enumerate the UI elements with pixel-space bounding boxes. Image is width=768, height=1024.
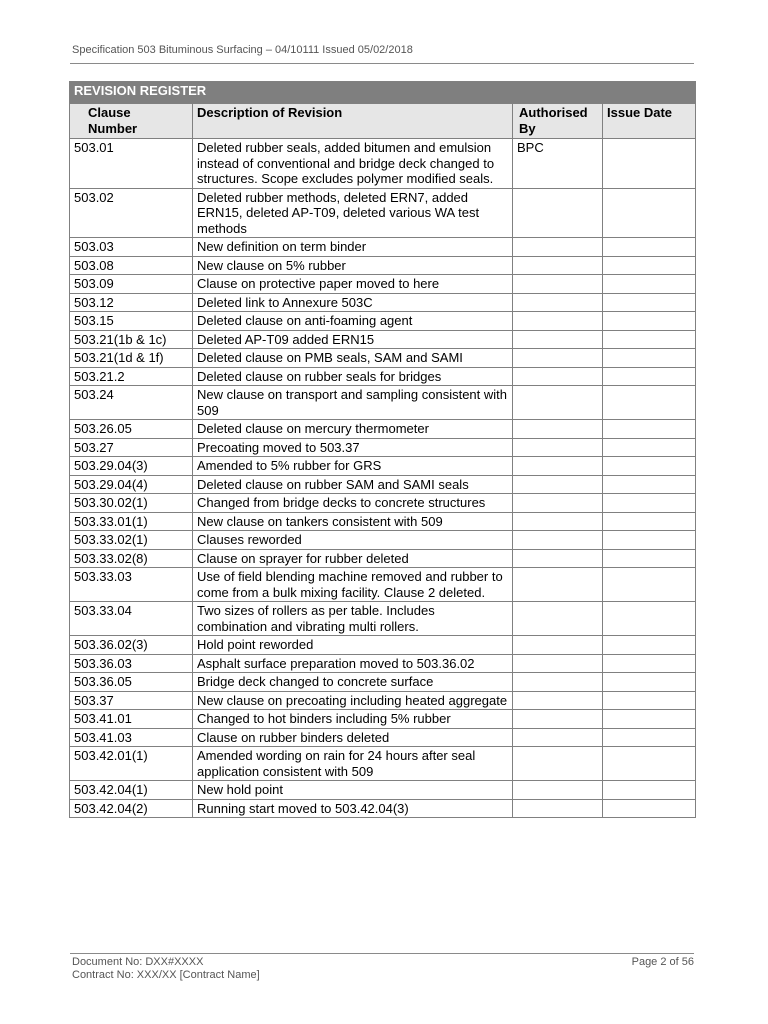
clause-cell: 503.29.04(4) xyxy=(70,475,193,494)
authorised-by-cell xyxy=(513,568,603,602)
table-row xyxy=(70,531,696,550)
issue-date-cell xyxy=(603,438,696,457)
description-cell: Use of field blending machine removed and rubber to come from a bulk mixing facility. Clause 2 deleted. xyxy=(193,568,513,602)
clause-cell: 503.33.04 xyxy=(70,602,193,636)
clause-cell: 503.33.02(8) xyxy=(70,549,193,568)
description-cell: Deleted clause on PMB seals, SAM and SAMI xyxy=(193,349,513,368)
description-cell: Hold point reworded xyxy=(193,636,513,655)
issue-date-cell xyxy=(603,512,696,531)
issue-date-cell xyxy=(603,475,696,494)
issue-date-cell xyxy=(603,457,696,476)
table-row xyxy=(70,568,696,602)
table-row xyxy=(70,636,696,655)
table-row xyxy=(70,728,696,747)
issue-date-cell xyxy=(603,330,696,349)
authorised-by-cell xyxy=(513,602,603,636)
description-cell: Deleted clause on rubber seals for bridges xyxy=(193,367,513,386)
description-cell: New clause on precoating including heated aggregate xyxy=(193,691,513,710)
clause-cell: 503.03 xyxy=(70,238,193,257)
description-cell: Deleted clause on rubber SAM and SAMI seals xyxy=(193,475,513,494)
table-row xyxy=(70,438,696,457)
clause-cell: 503.12 xyxy=(70,293,193,312)
clause-cell: 503.42.04(1) xyxy=(70,781,193,800)
column-header-description: Description of Revision xyxy=(193,104,513,139)
description-cell: New clause on tankers consistent with 509 xyxy=(193,512,513,531)
description-cell: Changed to hot binders including 5% rubber xyxy=(193,710,513,729)
issue-date-cell xyxy=(603,293,696,312)
authorised-by-cell xyxy=(513,710,603,729)
header-rule xyxy=(70,63,694,64)
description-cell: Clauses reworded xyxy=(193,531,513,550)
description-cell: Precoating moved to 503.37 xyxy=(193,438,513,457)
table-row xyxy=(70,549,696,568)
description-cell: Clause on rubber binders deleted xyxy=(193,728,513,747)
table-row xyxy=(70,494,696,513)
description-cell: Running start moved to 503.42.04(3) xyxy=(193,799,513,818)
description-cell: Changed from bridge decks to concrete structures xyxy=(193,494,513,513)
clause-cell: 503.15 xyxy=(70,312,193,331)
description-cell: Two sizes of rollers as per table. Includes combination and vibrating multi rollers. xyxy=(193,602,513,636)
description-cell: Amended wording on rain for 24 hours after seal application consistent with 509 xyxy=(193,747,513,781)
table-row xyxy=(70,367,696,386)
issue-date-cell xyxy=(603,312,696,331)
authorised-by-cell xyxy=(513,312,603,331)
clause-cell: 503.30.02(1) xyxy=(70,494,193,513)
issue-date-cell xyxy=(603,710,696,729)
column-header-issue-date: Issue Date xyxy=(603,104,696,139)
clause-cell: 503.29.04(3) xyxy=(70,457,193,476)
authorised-by-cell xyxy=(513,188,603,238)
authorised-by-cell: BPC xyxy=(513,139,603,189)
clause-cell: 503.36.03 xyxy=(70,654,193,673)
footer-document-number: Document No: DXX#XXXX xyxy=(72,956,204,968)
authorised-by-cell xyxy=(513,457,603,476)
authorised-by-cell xyxy=(513,475,603,494)
authorised-by-cell xyxy=(513,654,603,673)
table-row xyxy=(70,781,696,800)
description-cell: Clause on protective paper moved to here xyxy=(193,275,513,294)
description-cell: Deleted clause on anti-foaming agent xyxy=(193,312,513,331)
issue-date-cell xyxy=(603,188,696,238)
clause-cell: 503.26.05 xyxy=(70,420,193,439)
issue-date-cell xyxy=(603,654,696,673)
footer-page-number: Page 2 of 56 xyxy=(631,956,694,968)
clause-cell: 503.42.04(2) xyxy=(70,799,193,818)
authorised-by-cell xyxy=(513,330,603,349)
clause-cell: 503.02 xyxy=(70,188,193,238)
issue-date-cell xyxy=(603,636,696,655)
table-row xyxy=(70,349,696,368)
issue-date-cell xyxy=(603,386,696,420)
description-cell: Deleted rubber seals, added bitumen and emulsion instead of conventional and bridge deck changed to structures. Scope excludes polymer modified seals. xyxy=(193,139,513,189)
authorised-by-cell xyxy=(513,747,603,781)
table-row xyxy=(70,275,696,294)
issue-date-cell xyxy=(603,256,696,275)
table-row xyxy=(70,386,696,420)
description-cell: New definition on term binder xyxy=(193,238,513,257)
table-row xyxy=(70,710,696,729)
document-header: Specification 503 Bituminous Surfacing – 04/10111 Issued 05/02/2018 xyxy=(72,44,413,56)
issue-date-cell xyxy=(603,349,696,368)
authorised-by-cell xyxy=(513,728,603,747)
issue-date-cell xyxy=(603,568,696,602)
clause-cell: 503.36.02(3) xyxy=(70,636,193,655)
description-cell: Deleted clause on mercury thermometer xyxy=(193,420,513,439)
table-row xyxy=(70,188,696,238)
authorised-by-cell xyxy=(513,256,603,275)
table-row xyxy=(70,293,696,312)
clause-cell: 503.27 xyxy=(70,438,193,457)
clause-cell: 503.33.01(1) xyxy=(70,512,193,531)
table-row xyxy=(70,420,696,439)
issue-date-cell xyxy=(603,747,696,781)
description-cell: Deleted rubber methods, deleted ERN7, added ERN15, deleted AP-T09, deleted various WA test methods xyxy=(193,188,513,238)
authorised-by-cell xyxy=(513,494,603,513)
issue-date-cell xyxy=(603,781,696,800)
authorised-by-cell xyxy=(513,673,603,692)
table-row xyxy=(70,238,696,257)
clause-cell: 503.01 xyxy=(70,139,193,189)
issue-date-cell xyxy=(603,728,696,747)
authorised-by-cell xyxy=(513,293,603,312)
table-row xyxy=(70,602,696,636)
issue-date-cell xyxy=(603,531,696,550)
table-row xyxy=(70,312,696,331)
authorised-by-cell xyxy=(513,549,603,568)
table-row xyxy=(70,512,696,531)
issue-date-cell xyxy=(603,139,696,189)
revision-register-table xyxy=(69,81,696,818)
description-cell: Asphalt surface preparation moved to 503.36.02 xyxy=(193,654,513,673)
issue-date-cell xyxy=(603,275,696,294)
description-cell: Deleted AP-T09 added ERN15 xyxy=(193,330,513,349)
issue-date-cell xyxy=(603,549,696,568)
footer-rule xyxy=(70,953,694,954)
clause-cell: 503.21(1b & 1c) xyxy=(70,330,193,349)
issue-date-cell xyxy=(603,691,696,710)
description-cell: Clause on sprayer for rubber deleted xyxy=(193,549,513,568)
authorised-by-cell xyxy=(513,275,603,294)
clause-cell: 503.33.03 xyxy=(70,568,193,602)
issue-date-cell xyxy=(603,238,696,257)
authorised-by-cell xyxy=(513,781,603,800)
table-row xyxy=(70,747,696,781)
issue-date-cell xyxy=(603,420,696,439)
authorised-by-cell xyxy=(513,512,603,531)
clause-cell: 503.21.2 xyxy=(70,367,193,386)
table-row xyxy=(70,256,696,275)
issue-date-cell xyxy=(603,494,696,513)
footer-contract-number: Contract No: XXX/XX [Contract Name] xyxy=(72,969,260,981)
description-cell: New clause on 5% rubber xyxy=(193,256,513,275)
clause-cell: 503.41.03 xyxy=(70,728,193,747)
description-cell: Deleted link to Annexure 503C xyxy=(193,293,513,312)
clause-cell: 503.41.01 xyxy=(70,710,193,729)
authorised-by-cell xyxy=(513,420,603,439)
issue-date-cell xyxy=(603,367,696,386)
description-cell: Bridge deck changed to concrete surface xyxy=(193,673,513,692)
authorised-by-cell xyxy=(513,349,603,368)
description-cell: New hold point xyxy=(193,781,513,800)
clause-cell: 503.24 xyxy=(70,386,193,420)
table-row xyxy=(70,139,696,189)
column-header-clause: Clause Number xyxy=(70,104,193,139)
clause-cell: 503.33.02(1) xyxy=(70,531,193,550)
table-row xyxy=(70,799,696,818)
clause-cell: 503.21(1d & 1f) xyxy=(70,349,193,368)
description-cell: New clause on transport and sampling consistent with 509 xyxy=(193,386,513,420)
table-title: REVISION REGISTER xyxy=(70,82,696,104)
column-header-authorised: Authorised By xyxy=(513,104,603,139)
table-row xyxy=(70,475,696,494)
authorised-by-cell xyxy=(513,438,603,457)
authorised-by-cell xyxy=(513,799,603,818)
table-row xyxy=(70,457,696,476)
clause-cell: 503.36.05 xyxy=(70,673,193,692)
authorised-by-cell xyxy=(513,238,603,257)
clause-cell: 503.09 xyxy=(70,275,193,294)
table-row xyxy=(70,654,696,673)
issue-date-cell xyxy=(603,602,696,636)
table-row xyxy=(70,691,696,710)
authorised-by-cell xyxy=(513,386,603,420)
table-row xyxy=(70,673,696,692)
table-row xyxy=(70,330,696,349)
authorised-by-cell xyxy=(513,636,603,655)
issue-date-cell xyxy=(603,799,696,818)
authorised-by-cell xyxy=(513,367,603,386)
clause-cell: 503.42.01(1) xyxy=(70,747,193,781)
description-cell: Amended to 5% rubber for GRS xyxy=(193,457,513,476)
issue-date-cell xyxy=(603,673,696,692)
authorised-by-cell xyxy=(513,531,603,550)
authorised-by-cell xyxy=(513,691,603,710)
clause-cell: 503.37 xyxy=(70,691,193,710)
clause-cell: 503.08 xyxy=(70,256,193,275)
